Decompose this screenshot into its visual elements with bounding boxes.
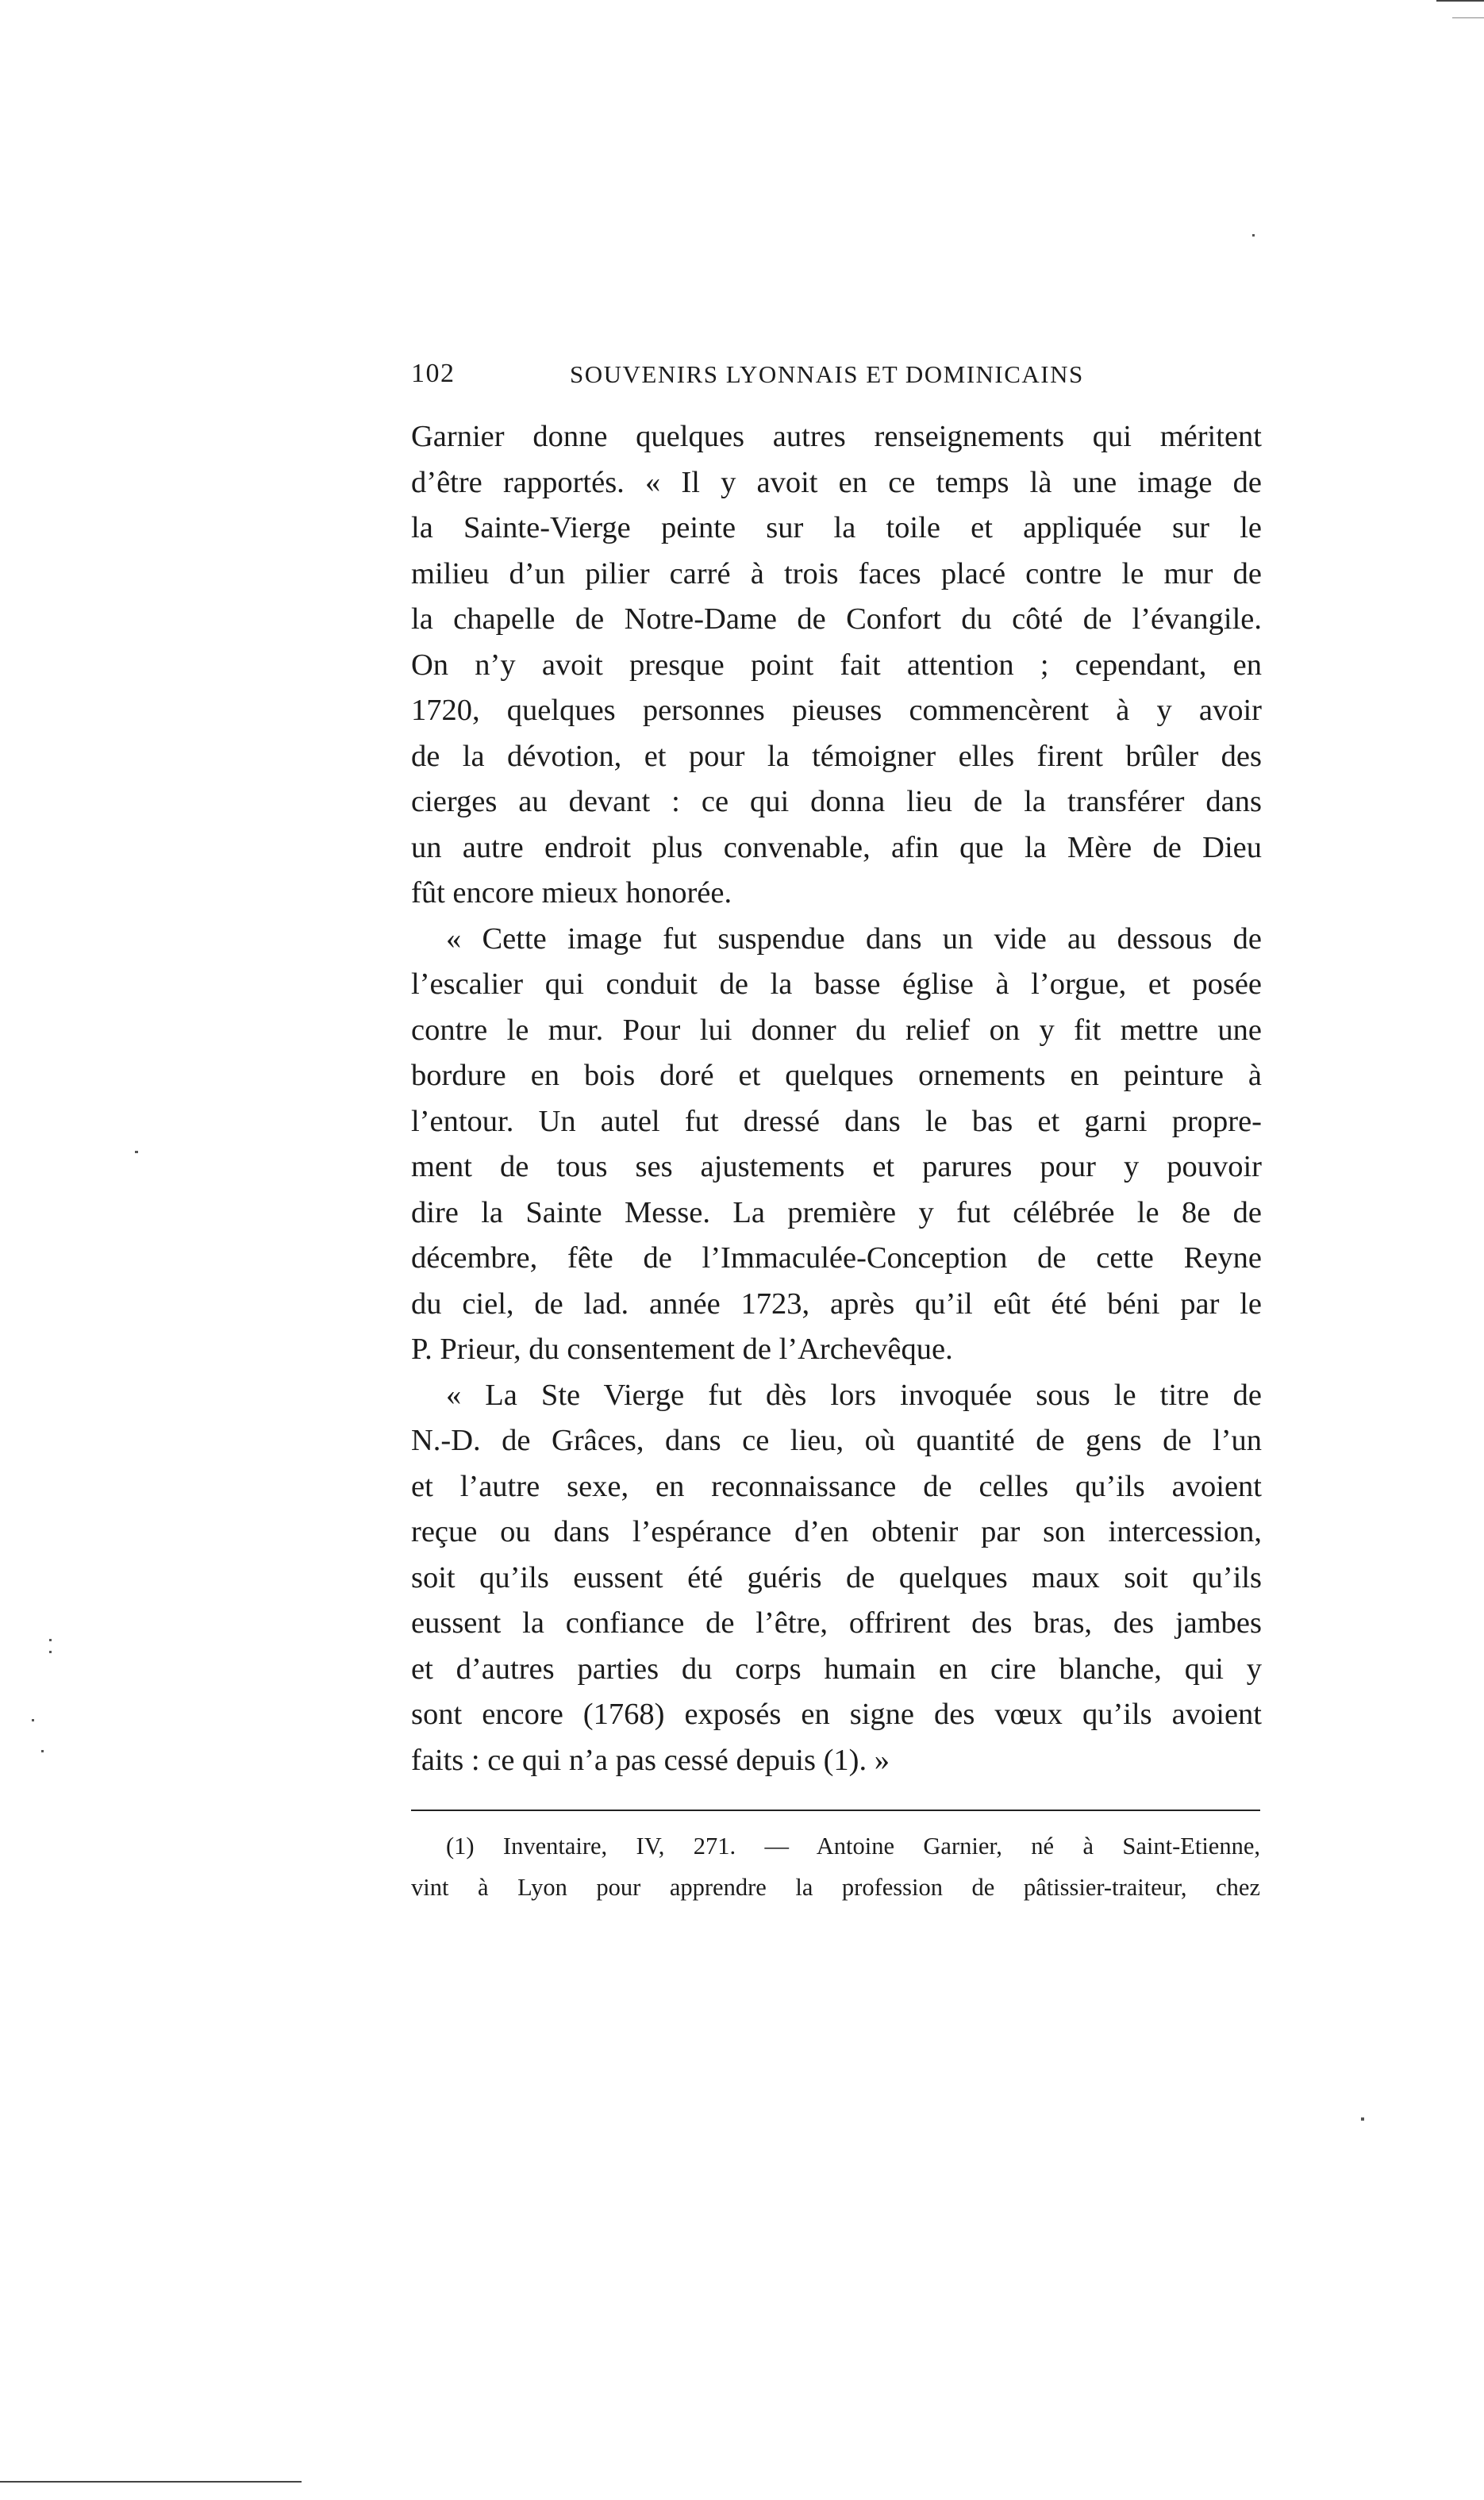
footnote-line: vint à Lyon pour apprendre la profession de pâtissier-traiteur, chez bbox=[411, 1874, 1260, 1901]
scan-edge-mark bbox=[0, 2481, 302, 2483]
text-line: cierges au devant : ce qui donna lieu de la transférer dans bbox=[411, 785, 1262, 818]
scan-speck bbox=[32, 1719, 34, 1721]
text-line: 1720, quelques personnes pieuses commencèrent à y avoir bbox=[411, 694, 1262, 727]
text-line: fût encore mieux honorée. bbox=[411, 876, 732, 910]
scan-speck bbox=[49, 1639, 52, 1641]
text-line: la chapelle de Notre-Dame de Confort du côté de l’évangile. bbox=[411, 602, 1262, 636]
text-line: eussent la confiance de l’être, offrirent des bras, des jambes bbox=[411, 1606, 1262, 1640]
text-line: reçue ou dans l’espérance d’en obtenir par son intercession, bbox=[411, 1515, 1262, 1548]
text-line: l’escalier qui conduit de la basse église à l’orgue, et posée bbox=[411, 967, 1262, 1001]
text-line: « Cette image fut suspendue dans un vide au dessous de bbox=[446, 921, 1262, 956]
scan-speck bbox=[41, 1750, 44, 1752]
page-number: 102 bbox=[411, 359, 456, 388]
text-line: On n’y avoit presque point fait attention ; cependant, en bbox=[411, 648, 1262, 682]
text-line: et d’autres parties du corps humain en cire blanche, qui y bbox=[411, 1652, 1262, 1686]
text-line: et l’autre sexe, en reconnaissance de celles qu’ils avoient bbox=[411, 1469, 1262, 1503]
scan-edge-mark bbox=[1452, 17, 1484, 18]
text-line: Garnier donne quelques autres renseignements qui méritent bbox=[411, 420, 1262, 453]
running-title: SOUVENIRS LYONNAIS ET DOMINICAINS bbox=[570, 360, 1084, 388]
text-line: faits : ce qui n’a pas cessé depuis (1). » bbox=[411, 1743, 890, 1777]
text-line: du ciel, de lad. année 1723, après qu’il eût été béni par le bbox=[411, 1287, 1262, 1321]
scan-speck bbox=[1252, 234, 1255, 237]
text-line: décembre, fête de l’Immaculée-Conception de cette Reyne bbox=[411, 1241, 1262, 1275]
text-line: « La Ste Vierge fut dès lors invoquée sous le titre de bbox=[446, 1378, 1262, 1412]
text-line: P. Prieur, du consentement de l’Archevêque. bbox=[411, 1333, 953, 1366]
scan-speck bbox=[49, 1651, 52, 1653]
text-line: sont encore (1768) exposés en signe des vœux qu’ils avoient bbox=[411, 1698, 1262, 1731]
text-line: de la dévotion, et pour la témoigner elles firent brûler des bbox=[411, 739, 1262, 773]
scan-speck bbox=[135, 1151, 138, 1153]
text-line: ment de tous ses ajustements et parures pour y pouvoir bbox=[411, 1150, 1262, 1183]
text-line: la Sainte-Vierge peinte sur la toile et appliquée sur le bbox=[411, 511, 1262, 544]
text-line: dire la Sainte Messe. La première y fut célébrée le 8e de bbox=[411, 1195, 1262, 1229]
text-line: soit qu’ils eussent été guéris de quelques maux soit qu’ils bbox=[411, 1560, 1262, 1594]
scan-edge-mark bbox=[1436, 0, 1484, 2]
text-line: l’entour. Un autel fut dressé dans le bas et garni propre- bbox=[411, 1104, 1262, 1138]
text-line: milieu d’un pilier carré à trois faces placé contre le mur de bbox=[411, 556, 1262, 590]
text-line: N.-D. de Grâces, dans ce lieu, où quantité de gens de l’un bbox=[411, 1424, 1262, 1457]
footnote-line: (1) Inventaire, IV, 271. — Antoine Garnier, né à Saint-Etienne, bbox=[446, 1833, 1260, 1860]
text-line: un autre endroit plus convenable, afin que la Mère de Dieu bbox=[411, 830, 1262, 864]
text-line: contre le mur. Pour lui donner du relief on y fit mettre une bbox=[411, 1013, 1262, 1047]
text-line: bordure en bois doré et quelques ornements en peinture à bbox=[411, 1059, 1262, 1092]
text-line: d’être rapportés. « Il y avoit en ce temps là une image de bbox=[411, 465, 1262, 499]
scan-speck bbox=[1361, 2117, 1364, 2121]
